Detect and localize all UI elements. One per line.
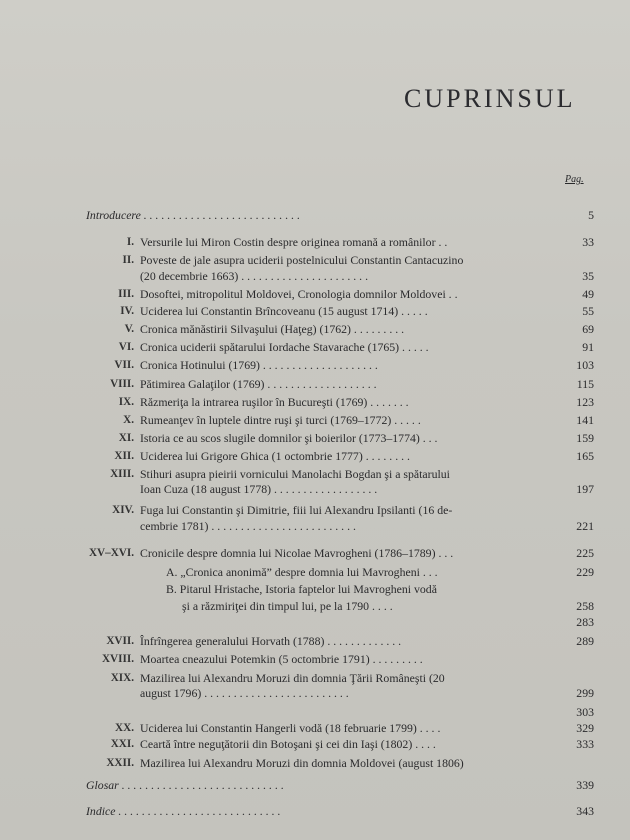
chapter-number: XII. [114, 450, 134, 462]
page-number: 283 [576, 615, 594, 629]
toc-entry [0, 736, 630, 752]
page-number: 333 [576, 737, 594, 751]
toc-entry [0, 651, 630, 667]
toc-entry [0, 704, 630, 720]
toc-entry [0, 207, 630, 223]
chapter-title: Pătimirea Galaţilor (1769) . . . . . . . . . . . . . . . . . . . [140, 377, 377, 391]
toc-entry [0, 303, 630, 319]
page-number: 159 [576, 431, 594, 445]
chapter-title: Cronica uciderii spătarului Iordache Stavarache (1765) . . . . . [140, 340, 429, 354]
page-number: 141 [576, 413, 594, 427]
chapter-number: VIII. [110, 378, 134, 390]
page-number: 229 [576, 565, 594, 579]
toc-entry [0, 448, 630, 464]
toc-entry [0, 412, 630, 428]
chapter-number: XVIII. [101, 653, 134, 665]
page-number: 123 [576, 395, 594, 409]
chapter-number: XXII. [106, 757, 134, 769]
chapter-title: Răzmeriţa la intrarea ruşilor în Bucureşti (1769) . . . . . . . [140, 395, 409, 409]
page-number: 165 [576, 449, 594, 463]
page-number: 225 [576, 546, 594, 560]
chapter-title: Cronica mănăstirii Silvaşului (Haţeg) (1762) . . . . . . . . . [140, 322, 405, 336]
chapter-title: Mazilirea lui Alexandru Moruzi din domnia Moldovei (august 1806) [140, 756, 464, 770]
chapter-number: XVII. [106, 635, 134, 647]
chapter-number: XX. [115, 722, 134, 734]
chapter-title: Dosoftei, mitropolitul Moldovei, Cronologia domnilor Moldovei . . [140, 287, 458, 301]
chapter-title: Uciderea lui Grigore Ghica (1 octombrie 1777) . . . . . . . . [140, 449, 410, 463]
chapter-title: Uciderea lui Constantin Brîncoveanu (15 august 1714) . . . . . [140, 304, 428, 318]
toc-entry [0, 268, 630, 284]
page-number: 343 [576, 804, 594, 818]
chapter-number: XIII. [110, 468, 134, 480]
toc-entry [0, 755, 630, 771]
chapter-title: (20 decembrie 1663) . . . . . . . . . . . . . . . . . . . . . . [140, 269, 369, 283]
chapter-number: VII. [114, 359, 134, 371]
chapter-title: Înfrîngerea generalului Horvath (1788) . . . . . . . . . . . . . [140, 634, 402, 648]
chapter-title: Moartea cneazului Potemkin (5 octombrie 1791) . . . . . . . . . [140, 652, 423, 666]
toc-entry [0, 234, 630, 250]
chapter-title: Uciderea lui Constantin Hangerli vodă (18 februarie 1799) . . . . [140, 721, 441, 735]
page-number: 69 [582, 322, 594, 336]
chapter-title: august 1796) . . . . . . . . . . . . . . . . . . . . . . . . . [140, 686, 349, 700]
page-number: 299 [576, 686, 594, 700]
toc-entry [0, 803, 630, 819]
page-number: 258 [576, 599, 594, 613]
chapter-number: IX. [118, 396, 134, 408]
page-number: 197 [576, 482, 594, 496]
toc-entry [0, 518, 630, 534]
page-number: 35 [582, 269, 594, 283]
chapter-number: XI. [118, 432, 134, 444]
toc-entry [0, 321, 630, 337]
chapter-number: XXI. [110, 738, 134, 750]
page-title: CUPRINSUL [404, 84, 576, 113]
toc-entry [0, 339, 630, 355]
page-number: 91 [582, 340, 594, 354]
chapter-title: Rumeanţev în luptele dintre ruşi şi turci (1769–1772) . . . . . [140, 413, 421, 427]
chapter-title: Indice . . . . . . . . . . . . . . . . . . . . . . . . . . . . [86, 804, 281, 818]
chapter-number: IV. [120, 305, 134, 317]
chapter-number: VI. [118, 341, 134, 353]
toc-entry [0, 564, 630, 580]
chapter-title: Ceartă între neguţătorii din Botoşani şi cei din Iaşi (1802) . . . . [140, 737, 436, 751]
chapter-number: I. [126, 236, 134, 248]
toc-entry [0, 633, 630, 649]
chapter-title: A. „Cronica anonimă” despre domnia lui Mavrogheni . . . [166, 565, 438, 579]
chapter-title: Cronicile despre domnia lui Nicolae Mavrogheni (1786–1789) . . . [140, 546, 454, 560]
page-number: 103 [576, 358, 594, 372]
page-number: 221 [576, 519, 594, 533]
chapter-number: XV–XVI. [88, 547, 134, 559]
toc-entry [0, 286, 630, 302]
chapter-title: Istoria ce au scos slugile domnilor şi boierilor (1773–1774) . . . [140, 431, 438, 445]
chapter-title: Fuga lui Constantin şi Dimitrie, fiii lui Alexandru Ipsilanti (16 de- [140, 503, 453, 517]
page-number: 339 [576, 778, 594, 792]
toc-entry [0, 394, 630, 410]
toc-entry [0, 545, 630, 561]
page-number: 5 [588, 208, 594, 222]
toc-entry [0, 376, 630, 392]
chapter-number: II. [122, 254, 134, 266]
chapter-number: XIV. [112, 504, 134, 516]
chapter-title: Mazilirea lui Alexandru Moruzi din domnia Ţării Româneşti (20 [140, 671, 445, 685]
toc-entry [0, 685, 630, 701]
toc-entry [0, 720, 630, 736]
chapter-title: Cronica Hotinului (1769) . . . . . . . . . . . . . . . . . . . . [140, 358, 378, 372]
chapter-number: III. [118, 288, 134, 300]
chapter-title: Versurile lui Miron Costin despre originea romană a românilor . . [140, 235, 448, 249]
toc-entry [0, 481, 630, 497]
page-number: 55 [582, 304, 594, 318]
chapter-title: B. Pitarul Hristache, Istoria faptelor lui Mavrogheni vodă [166, 582, 437, 596]
chapter-title: Glosar . . . . . . . . . . . . . . . . . . . . . . . . . . . . [86, 778, 284, 792]
chapter-title: Stihuri asupra pieirii vornicului Manolachi Bogdan şi a spătarului [140, 467, 450, 481]
toc-entry [0, 357, 630, 373]
chapter-number: V. [124, 323, 134, 335]
page-column-label: Pag. [565, 174, 584, 185]
page-number: 329 [576, 721, 594, 735]
chapter-title: Introducere . . . . . . . . . . . . . . . . . . . . . . . . . . . [86, 208, 301, 222]
toc-entry [0, 466, 630, 482]
toc-entry [0, 430, 630, 446]
toc-entry [0, 581, 630, 597]
toc-entry [0, 670, 630, 686]
toc-entry [0, 777, 630, 793]
chapter-title: cembrie 1781) . . . . . . . . . . . . . . . . . . . . . . . . . [140, 519, 356, 533]
toc-entry [0, 252, 630, 268]
page-number: 33 [582, 235, 594, 249]
toc-entry [0, 598, 630, 614]
chapter-title: Ioan Cuza (18 august 1778) . . . . . . . . . . . . . . . . . . [140, 482, 378, 496]
chapter-number: X. [123, 414, 134, 426]
page-number: 303 [576, 705, 594, 719]
toc-entry [0, 614, 630, 630]
page-number: 289 [576, 634, 594, 648]
chapter-title: şi a răzmiriţei din timpul lui, pe la 1790 . . . . [182, 599, 393, 613]
chapter-number: XIX. [110, 672, 134, 684]
page-number: 115 [576, 377, 594, 391]
chapter-title: Poveste de jale asupra uciderii postelnicului Constantin Cantacuzino [140, 253, 464, 267]
page-number: 49 [582, 287, 594, 301]
toc-entry [0, 502, 630, 518]
